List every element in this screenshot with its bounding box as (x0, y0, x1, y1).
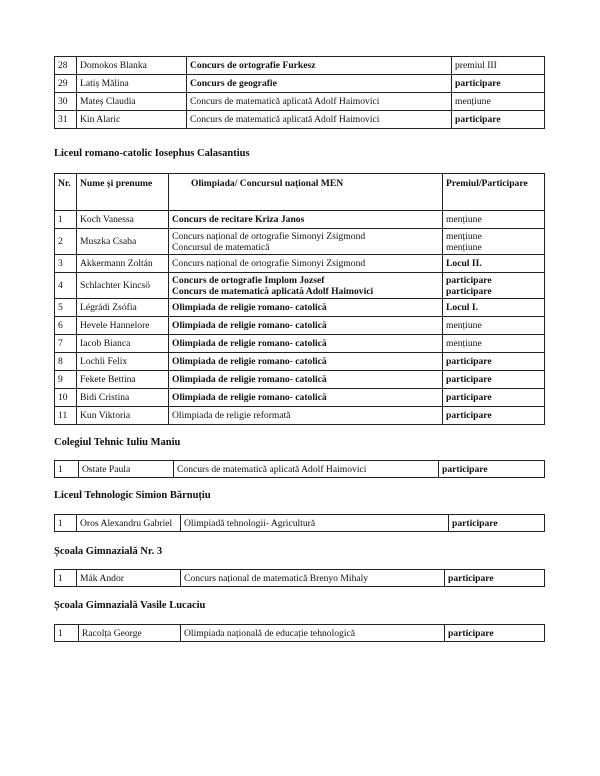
result: mențiune (452, 93, 545, 111)
student-name: Iacob Bianca (77, 335, 169, 353)
result: participare (443, 371, 545, 389)
student-name: Fekete Bettina (77, 371, 169, 389)
result-line-1: participare (446, 274, 492, 286)
student-name: Latiș Mălina (77, 75, 187, 93)
row-number: 10 (55, 389, 77, 407)
result: participare (443, 353, 545, 371)
student-name: Légrádi Zsófia (77, 299, 169, 317)
table-row (55, 515, 545, 532)
contest-name-line-2: Concurs de matematică aplicată Adolf Haimovici (172, 285, 374, 297)
result: participare (449, 515, 545, 532)
result: mențiune (443, 211, 545, 229)
row-number: 5 (55, 299, 77, 317)
result: Locul I. (443, 299, 545, 317)
row-number: 1 (55, 211, 77, 229)
contest-name-line-1: Concurs național de ortografie Simonyi Zsigmond (172, 230, 366, 242)
student-name: Muszka Csaba (77, 229, 169, 255)
liceul-tehnologic-table (54, 514, 545, 532)
student-name: Kin Alaric (77, 111, 187, 129)
result: participare (445, 570, 545, 587)
student-name: Mák Andor (77, 570, 181, 587)
colegiul-tehnic-table (54, 460, 545, 478)
table-row (55, 229, 545, 255)
header-result: Premiul/Participare (443, 174, 545, 211)
student-name: Racolța George (79, 625, 181, 642)
student-name: Akkermann Zoltán (77, 255, 169, 273)
table-header-row (55, 174, 545, 211)
contest-name: Olimpiadă tehnologii- Agricultură (181, 515, 449, 532)
row-number: 11 (55, 407, 77, 425)
table-row (55, 389, 545, 407)
scoala-nr-3-table (54, 569, 545, 587)
contest-name: Concurs de matematică aplicată Adolf Haimovici (187, 111, 452, 129)
contest-name: Olimpiada națională de educație tehnologică (181, 625, 445, 642)
result: premiul III (452, 57, 545, 75)
row-number: 2 (55, 229, 77, 255)
row-number: 3 (55, 255, 77, 273)
result: participare (439, 461, 545, 478)
contest-name: Olimpiada de religie romano- catolică (169, 317, 443, 335)
contest-name: Concurs național de matematică Brenyo Mihaly (181, 570, 445, 587)
student-name: Mateș Claudia (77, 93, 187, 111)
row-number: 8 (55, 353, 77, 371)
contest-name (169, 273, 443, 299)
contest-name (169, 229, 443, 255)
result-line-2: participare (446, 285, 492, 297)
result: Locul II. (443, 255, 545, 273)
row-number: 6 (55, 317, 77, 335)
student-name: Bidi Cristina (77, 389, 169, 407)
result: participare (452, 111, 545, 129)
result-line-2: mențiune (446, 241, 482, 253)
table-row (55, 461, 545, 478)
result: participare (443, 389, 545, 407)
student-name: Hevele Hannelore (77, 317, 169, 335)
student-name: Oros Alexandru Gabriel (77, 515, 181, 532)
continuation-table (54, 56, 545, 129)
result: mențiune (443, 317, 545, 335)
row-number: 30 (55, 93, 77, 111)
contest-name-line-2: Concursul de matematică (172, 241, 270, 253)
table-row (55, 317, 545, 335)
section-heading-scoala-vasile-lucaciu: Școala Gimnazială Vasile Lucaciu (54, 600, 206, 611)
header-contest: Olimpiada/ Concursul național MEN (169, 174, 443, 211)
student-name: Kun Viktoria (77, 407, 169, 425)
row-number: 29 (55, 75, 77, 93)
section-heading-liceul-romano-catolic: Liceul romano-catolic Iosephus Calasantius (54, 148, 250, 159)
contest-name-line-1: Concurs de ortografie Implom Jozsef (172, 274, 325, 286)
result: mențiune (443, 335, 545, 353)
row-number: 7 (55, 335, 77, 353)
result: participare (445, 625, 545, 642)
contest-name: Olimpiada de religie romano- catolică (169, 353, 443, 371)
contest-name: Olimpiada de religie romano- catolică (169, 389, 443, 407)
scoala-vasile-lucaciu-table (54, 624, 545, 642)
student-name: Ostate Paula (79, 461, 174, 478)
contest-name: Olimpiada de religie romano- catolică (169, 299, 443, 317)
contest-name: Concurs de matematică aplicată Adolf Haimovici (174, 461, 439, 478)
row-number: 1 (55, 625, 79, 642)
result: participare (452, 75, 545, 93)
row-number: 9 (55, 371, 77, 389)
student-name: Koch Vanessa (77, 211, 169, 229)
row-number: 31 (55, 111, 77, 129)
table-row (55, 299, 545, 317)
table-row (55, 211, 545, 229)
contest-name: Concurs național de ortografie Simonyi Zsigmond (169, 255, 443, 273)
table-row (55, 273, 545, 299)
contest-name: Concurs de matematică aplicată Adolf Haimovici (187, 93, 452, 111)
row-number: 1 (55, 515, 77, 532)
table-row (55, 371, 545, 389)
section-heading-liceul-tehnologic: Liceul Tehnologic Simion Bărnuțiu (54, 490, 211, 501)
liceul-romano-catolic-table (54, 173, 545, 425)
table-row (55, 57, 545, 75)
table-row (55, 335, 545, 353)
contest-name: Concurs de geografie (187, 75, 452, 93)
row-number: 28 (55, 57, 77, 75)
contest-name: Olimpiada de religie romano- catolică (169, 335, 443, 353)
contest-name: Concurs de recitare Kriza Janos (169, 211, 443, 229)
student-name: Schlachter Kincsö (77, 273, 169, 299)
table-row (55, 570, 545, 587)
result (443, 273, 545, 299)
header-nr: Nr. (55, 174, 77, 211)
result-line-1: mențiune (446, 230, 482, 242)
result: participare (443, 407, 545, 425)
student-name: Domokos Blanka (77, 57, 187, 75)
row-number: 1 (55, 461, 79, 478)
contest-name: Olimpiada de religie reformată (169, 407, 443, 425)
section-heading-scoala-nr-3: Școala Gimnazială Nr. 3 (54, 546, 163, 557)
table-row (55, 353, 545, 371)
result (443, 229, 545, 255)
student-name: Lochli Felix (77, 353, 169, 371)
row-number: 4 (55, 273, 77, 299)
table-row (55, 407, 545, 425)
section-heading-colegiul-tehnic: Colegiul Tehnic Iuliu Maniu (54, 437, 181, 448)
row-number: 1 (55, 570, 77, 587)
header-name: Nume și prenume (77, 174, 169, 211)
table-row (55, 255, 545, 273)
table-row (55, 75, 545, 93)
table-row (55, 625, 545, 642)
table-row (55, 111, 545, 129)
table-row (55, 93, 545, 111)
contest-name: Olimpiada de religie romano- catolică (169, 371, 443, 389)
contest-name: Concurs de ortografie Furkesz (187, 57, 452, 75)
